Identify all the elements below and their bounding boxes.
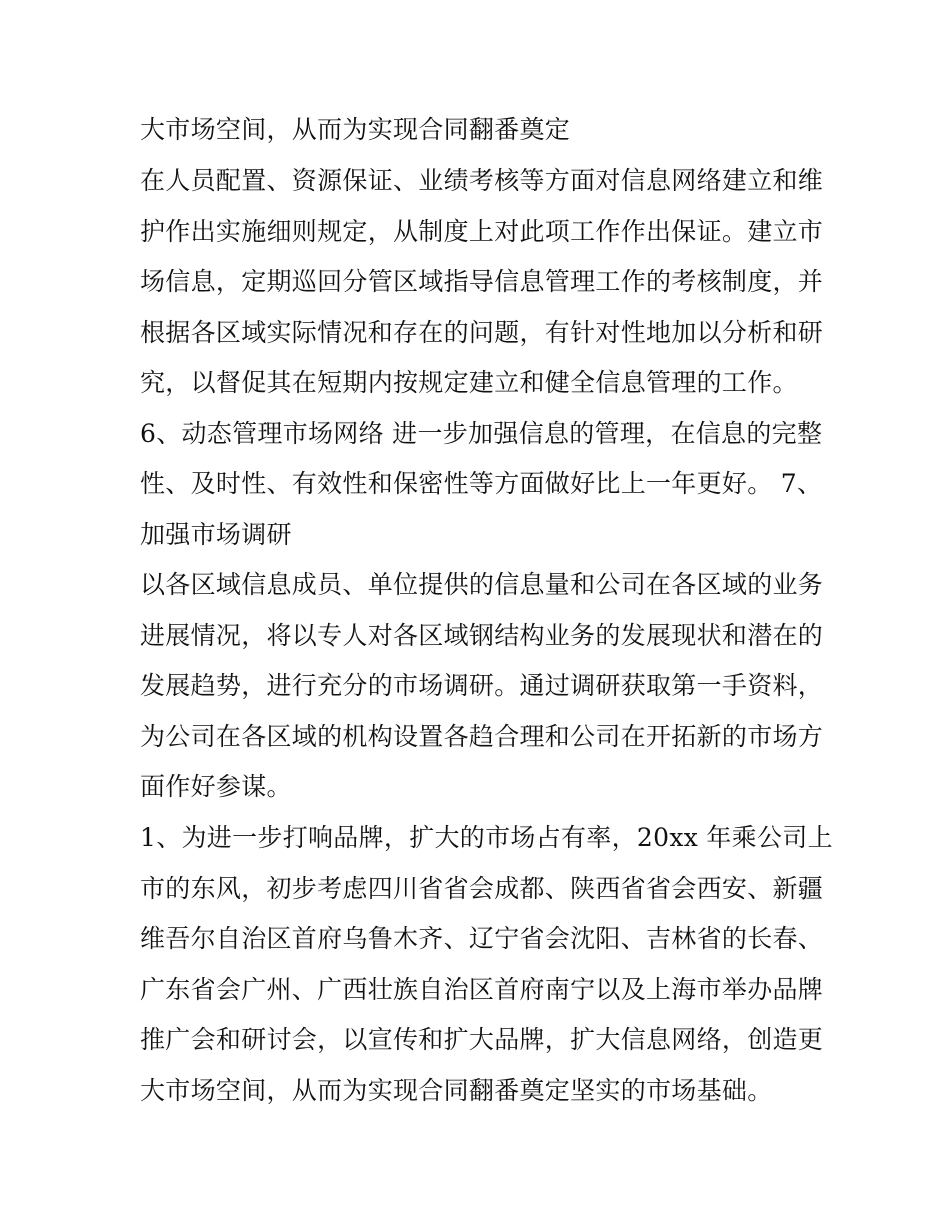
- text-line: 性、及时性、有效性和保密性等方面做好比上一年更好。 7、: [140, 469, 823, 498]
- text-line: 大市场空间，从而为实现合同翻番奠定坚实的市场基础。: [140, 1076, 773, 1105]
- text-line: 维吾尔自治区首府乌鲁木齐、辽宁省会沈阳、吉林省的长春、: [140, 924, 824, 953]
- text-line: 在人员配置、资源保证、业绩考核等方面对信息网络建立和维: [140, 166, 824, 195]
- text-line: 根据各区域实际情况和存在的问题，有针对性地加以分析和研: [140, 318, 824, 347]
- text-line: 为公司在各区域的机构设置各趋合理和公司在开拓新的市场方: [140, 722, 824, 751]
- text-line: 护作出实施细则规定，从制度上对此项工作作出保证。建立市: [140, 217, 824, 246]
- text-line: 6、动态管理市场网络 进一步加强信息的管理，在信息的完整: [140, 419, 823, 448]
- text-line: 究，以督促其在短期内按规定建立和健全信息管理的工作。: [140, 368, 798, 397]
- text-line: 场信息，定期巡回分管区域指导信息管理工作的考核制度，并: [140, 267, 824, 296]
- text-line: 市的东风，初步考虑四川省省会成都、陕西省省会西安、新疆: [140, 874, 824, 903]
- text-line: 面作好参谋。: [140, 772, 292, 801]
- text-line: 大市场空间，从而为实现合同翻番奠定: [140, 115, 571, 144]
- text-line: 发展趋势，进行充分的市场调研。通过调研获取第一手资料，: [140, 671, 824, 700]
- text-line: 以各区域信息成员、单位提供的信息量和公司在各区域的业务: [140, 570, 824, 599]
- text-line: 进展情况，将以专人对各区域钢结构业务的发展现状和潜在的: [140, 621, 824, 650]
- text-line: 广东省会广州、广西壮族自治区首府南宁以及上海市举办品牌: [140, 975, 824, 1004]
- text-line: 推广会和研讨会，以宣传和扩大品牌，扩大信息网络，创造更: [140, 1025, 824, 1054]
- text-line: 1、为进一步打响品牌，扩大的市场占有率，20xx 年乘公司上: [140, 823, 833, 852]
- text-line: 加强市场调研: [140, 520, 292, 549]
